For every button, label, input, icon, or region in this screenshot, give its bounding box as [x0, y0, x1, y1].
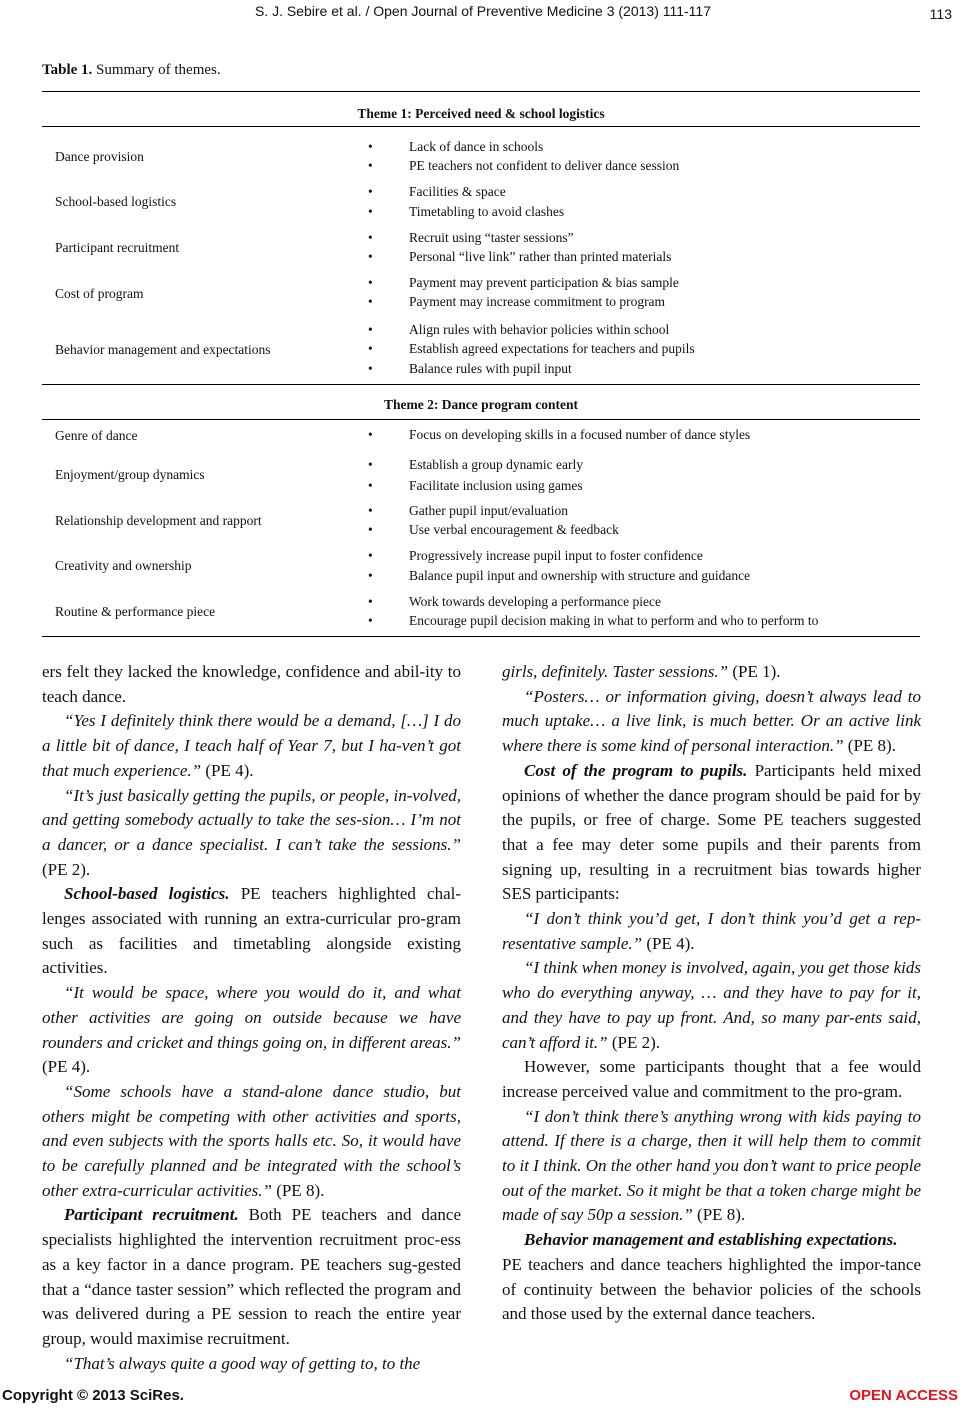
bullet-icon: •	[368, 322, 373, 337]
paragraph: However, some participants thought that a fee would increase perceived value and commitment to the pro-gram.	[502, 1057, 921, 1101]
section-heading: Participant recruitment.	[64, 1205, 239, 1225]
bullet-text: Encourage pupil decision making in what to perform and who to perform to	[409, 613, 819, 628]
bullet-icon: •	[368, 139, 373, 154]
section-heading: Behavior management and establishing expectations.	[524, 1230, 898, 1250]
theme-row-label: Relationship development and rapport	[55, 513, 262, 528]
bullet-text: Timetabling to avoid clashes	[409, 204, 565, 219]
bullet-text: Facilitate inclusion using games	[409, 478, 583, 493]
theme-row-label: School-based logistics	[55, 194, 177, 209]
page-number: 113	[929, 6, 952, 22]
open-access-label: OPEN ACCESS	[849, 1387, 958, 1404]
bullet-text: PE teachers not confident to deliver dance session	[409, 158, 680, 173]
bullet-text: Establish a group dynamic early	[409, 457, 583, 472]
bullet-icon: •	[368, 230, 373, 245]
paragraph: School-based logistics. PE teachers highlighted chal-lenges associated with running an extra-curricular pro-gram such as facilities and timetabling alongside existing activities.	[42, 884, 462, 978]
quote: “I think when money is involved, again, you get those kids who do everything anyway, … and they have to pay for it, and they have to pay up front. And, so many par-ents said, can’t afford it.” (PE 2).	[502, 958, 921, 1052]
paragraph: Cost of the program to pupils. Participants held mixed opinions of whether the dance program should be paid for by the pupils, or free of charge. Some PE teachers suggested that a fee may deter some pupils and their parents from signing up, resulting in a recruitment bias towards higher SES participants:	[502, 760, 921, 904]
table-rule	[42, 126, 920, 127]
theme-row-label: Routine & performance piece	[55, 604, 216, 619]
quote: “Posters… or information giving, doesn’t always lead to much uptake… a live link, is much better. Or an active link where there is some kind of personal interaction.” (PE 8).	[502, 686, 921, 756]
quote: “I don’t think you’d get, I don’t think you’d get a rep-resentative sample.” (PE 4).	[502, 909, 921, 953]
quote: “Some schools have a stand-alone dance studio, but others might be competing with other activities and sports, and even subjects with the sports halls etc. So, it would have to be carefully planned and be integrated with the school’s other extra-curricular activities.” (PE 8).	[42, 1081, 461, 1200]
bullet-text: Gather pupil input/evaluation	[409, 503, 568, 518]
bullet-icon: •	[368, 427, 373, 442]
theme-title: Theme 1: Perceived need & school logistics	[357, 106, 605, 121]
paragraph: ers felt they lacked the knowledge, confidence and abil-ity to teach dance.	[42, 662, 461, 706]
bullet-icon: •	[368, 522, 373, 537]
bullet-text: Balance pupil input and ownership with structure and guidance	[409, 568, 751, 583]
theme-row-label: Cost of program	[55, 286, 144, 301]
quote: “Yes I definitely think there would be a demand, […] I do a little bit of dance, I teach half of Year 7, but I ha-ven’t got that much experience.” (PE 4).	[42, 711, 461, 780]
table-rule	[42, 419, 920, 420]
bullet-text: Payment may prevent participation & bias sample	[409, 275, 679, 290]
bullet-text: Align rules with behavior policies within school	[409, 322, 670, 337]
theme-row-label: Participant recruitment	[55, 240, 180, 255]
bullet-icon: •	[368, 361, 373, 376]
bullet-text: Payment may increase commitment to program	[409, 294, 666, 309]
bullet-text: Facilities & space	[409, 184, 506, 199]
bullet-icon: •	[368, 548, 373, 563]
bullet-icon: •	[368, 478, 373, 493]
body-column-right	[502, 660, 921, 1327]
bullet-icon: •	[368, 594, 373, 609]
table-rule	[42, 91, 920, 92]
bullet-text: Establish agreed expectations for teachers and pupils	[409, 341, 695, 356]
quote: “I don’t think there’s anything wrong with kids paying to attend. If there is a charge, then it will help them to commit to it I think. On the other hand you don’t want to price people out of the market. So it might be that a token charge might be made of say 50p a session.” (PE 8).	[502, 1106, 921, 1225]
bullet-text: Work towards developing a performance piece	[409, 594, 661, 609]
bullet-text: Balance rules with pupil input	[409, 361, 572, 376]
copyright: Copyright © 2013 SciRes.	[2, 1387, 184, 1404]
section-heading: School-based logistics.	[64, 884, 230, 904]
table-caption	[42, 62, 221, 79]
table-rule	[42, 384, 920, 385]
theme-row-label: Dance provision	[55, 149, 144, 164]
table-rule	[42, 636, 920, 637]
bullet-text: Use verbal encouragement & feedback	[409, 522, 619, 537]
bullet-icon: •	[368, 204, 373, 219]
table-caption-label: Table 1.	[42, 62, 93, 78]
body-column-left	[42, 660, 461, 1376]
quote: “It would be space, where you would do it, and what other activities are going on outside because we have rounders and cricket and things going on, in different areas.” (PE 4).	[42, 983, 461, 1077]
section-heading: Cost of the program to pupils.	[524, 760, 748, 780]
quote: “That’s always quite a good way of getting to, to the	[64, 1353, 421, 1373]
bullet-icon: •	[368, 341, 373, 356]
bullet-icon: •	[368, 275, 373, 290]
bullet-text: Lack of dance in schools	[409, 139, 544, 154]
table-caption-text: Summary of themes.	[92, 62, 221, 78]
bullet-text: Focus on developing skills in a focused number of dance styles	[409, 427, 751, 442]
quote: girls, definitely. Taster sessions.” (PE 1).	[502, 662, 781, 681]
theme-row-label: Creativity and ownership	[55, 558, 192, 573]
bullet-icon: •	[368, 457, 373, 472]
paragraph: Participant recruitment. Both PE teachers and dance specialists highlighted the intervention recruitment proc-ess as a key factor in a dance program. PE teachers sug-gested that a “dance taster session” which reflected the program and was delivered during a PE session to reach the entire year group, would maximise recruitment.	[42, 1205, 462, 1348]
quote: “It’s just basically getting the pupils, or people, in-volved, and getting somebody actually to take the ses-sion… I’m not a dancer, or a dance specialist. I can’t take the sessions.” (PE 2).	[42, 785, 461, 879]
theme-row-label: Genre of dance	[55, 428, 138, 443]
bullet-icon: •	[368, 249, 373, 264]
bullet-text: Progressively increase pupil input to foster confidence	[409, 548, 703, 563]
theme-row-label: Behavior management and expectations	[55, 342, 271, 357]
running-header	[0, 0, 966, 24]
bullet-icon: •	[368, 568, 373, 583]
paragraph: PE teachers and dance teachers highlighted the impor-tance of continuity between the behavior policies of the schools and those used by the external dance teachers.	[502, 1254, 921, 1324]
theme-title: Theme 2: Dance program content	[384, 397, 578, 412]
bullet-text: Recruit using “taster sessions”	[409, 230, 574, 245]
bullet-icon: •	[368, 613, 373, 628]
theme-row-label: Enjoyment/group dynamics	[55, 467, 205, 482]
bullet-icon: •	[368, 503, 373, 518]
bullet-icon: •	[368, 158, 373, 173]
bullet-icon: •	[368, 184, 373, 199]
running-title: S. J. Sebire et al. / Open Journal of Preventive Medicine 3 (2013) 111-117	[254, 3, 712, 19]
bullet-icon: •	[368, 294, 373, 309]
bullet-text: Personal “live link” rather than printed materials	[409, 249, 672, 264]
